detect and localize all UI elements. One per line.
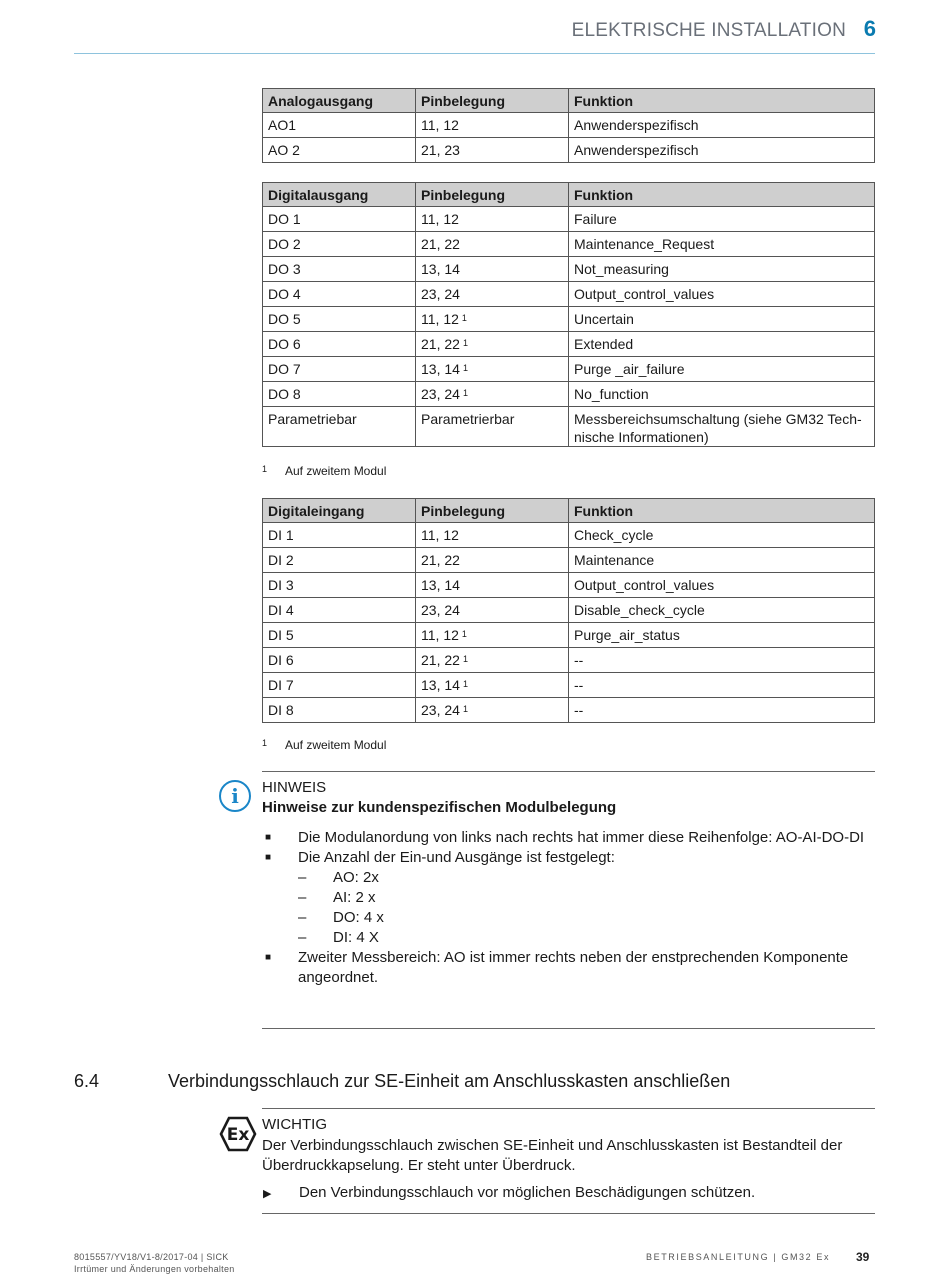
footnote-marker: 1 bbox=[462, 654, 468, 664]
table-row bbox=[263, 257, 875, 282]
document-id: 8015557/YV18/V1-8/2017-04 | SICK bbox=[74, 1252, 229, 1262]
table-cell: 23, 24 bbox=[416, 282, 569, 307]
table-cell: Disable_check_cycle bbox=[569, 598, 875, 623]
footnote-marker: 1 bbox=[462, 338, 468, 348]
table-cell: DO 5 bbox=[263, 307, 416, 332]
footnote-marker: 1 bbox=[461, 313, 467, 323]
table-row bbox=[263, 673, 875, 698]
table-cell: 21, 23 bbox=[416, 138, 569, 163]
table-cell: Anwenderspezifisch bbox=[569, 113, 875, 138]
dash-icon: – bbox=[298, 909, 307, 926]
table-cell: 11, 12 bbox=[416, 207, 569, 232]
table-cell: 11, 12 $^1$ bbox=[416, 307, 569, 332]
table-cell: Output_control_values bbox=[569, 573, 875, 598]
table-cell: Uncertain bbox=[569, 307, 875, 332]
table-cell: Anwenderspezifisch bbox=[569, 138, 875, 163]
digital-input-table bbox=[262, 498, 875, 723]
footnote-marker: 1 bbox=[462, 679, 468, 689]
table-row bbox=[263, 232, 875, 257]
table-header-row bbox=[263, 89, 875, 113]
bullet-square-icon: ■ bbox=[265, 952, 272, 963]
table-row bbox=[263, 548, 875, 573]
dash-item: – DO: 4 x bbox=[298, 909, 384, 926]
warning-text: Der Verbindungsschlauch zwischen SE-Einheit und Anschlusskasten ist Bestandteil der Überdruckkapselung. Er steht unter Überdruck. bbox=[262, 1137, 843, 1174]
table-row bbox=[263, 138, 875, 163]
table-cell: DI 3 bbox=[263, 573, 416, 598]
column-header: Funktion bbox=[569, 89, 875, 113]
warning-top-rule bbox=[262, 1108, 875, 1109]
dash-item: – AO: 2x bbox=[298, 869, 379, 886]
section-title: Verbindungsschlauch zur SE-Einheit am Anschlusskasten anschließen bbox=[168, 1071, 731, 1091]
column-header: Pinbelegung bbox=[416, 183, 569, 207]
dash-icon: – bbox=[298, 929, 307, 946]
footnote-marker: 1 bbox=[462, 704, 468, 714]
table-cell: Maintenance_Request bbox=[569, 232, 875, 257]
dash-icon: – bbox=[298, 889, 307, 906]
list-item: ■ Zweiter Messbereich: AO ist immer rechts neben der enstprechenden Komponente angeordnet. bbox=[265, 949, 849, 986]
footnote-number: 1 bbox=[262, 738, 268, 748]
manual-name: BETRIEBSANLEITUNG | GM32 Ex bbox=[646, 1252, 831, 1262]
table-cell: DI 2 bbox=[263, 548, 416, 573]
table-row bbox=[263, 307, 875, 332]
footnote-digital-input bbox=[262, 738, 386, 752]
table-cell: -- bbox=[569, 648, 875, 673]
column-header: Pinbelegung bbox=[416, 499, 569, 523]
dash-item: – AI: 2 x bbox=[298, 889, 376, 906]
table-cell: 21, 22 $^1$ bbox=[416, 648, 569, 673]
notice-list bbox=[262, 828, 875, 988]
header-divider bbox=[74, 53, 875, 54]
table-row bbox=[263, 623, 875, 648]
table-cell: DO 2 bbox=[263, 232, 416, 257]
table-cell: DI 7 bbox=[263, 673, 416, 698]
table-row bbox=[263, 407, 875, 447]
footer-left bbox=[74, 1251, 235, 1275]
analog-output-table bbox=[262, 88, 875, 163]
footnote-text: Auf zweitem Modul bbox=[285, 464, 387, 478]
page-number: 39 bbox=[856, 1250, 870, 1264]
table-cell: DO 3 bbox=[263, 257, 416, 282]
section-number: 6.4 bbox=[74, 1071, 100, 1091]
info-icon: i bbox=[219, 780, 251, 812]
footnote-marker: 1 bbox=[462, 388, 468, 398]
table-cell: DO 8 bbox=[263, 382, 416, 407]
dash-icon: – bbox=[298, 869, 307, 886]
table-cell: 13, 14 $^1$ bbox=[416, 673, 569, 698]
table-row bbox=[263, 357, 875, 382]
table-cell: AO 2 bbox=[263, 138, 416, 163]
explosion-protection-icon bbox=[219, 1115, 257, 1153]
chapter-title: ELEKTRISCHE INSTALLATION bbox=[571, 20, 846, 41]
footnote-text: Auf zweitem Modul bbox=[285, 738, 387, 752]
table-cell: DI 4 bbox=[263, 598, 416, 623]
table-cell: Purge_air_status bbox=[569, 623, 875, 648]
table-cell: 11, 12 $^1$ bbox=[416, 623, 569, 648]
table-cell: No_function bbox=[569, 382, 875, 407]
table-cell: -- bbox=[569, 673, 875, 698]
instruction-step: ▶ Den Verbindungsschlauch vor möglichen Beschädigungen schützen. bbox=[263, 1184, 756, 1201]
notice-label: HINWEIS bbox=[262, 779, 327, 796]
table-cell: AO1 bbox=[263, 113, 416, 138]
column-header: Analogausgang bbox=[263, 89, 416, 113]
notice-subtitle: Hinweise zur kundenspezifischen Modulbelegung bbox=[262, 799, 617, 816]
table-row bbox=[263, 698, 875, 723]
table-row bbox=[263, 113, 875, 138]
table-cell: 21, 22 $^1$ bbox=[416, 332, 569, 357]
table-cell: DI 8 bbox=[263, 698, 416, 723]
table-cell: Output_control_values bbox=[569, 282, 875, 307]
table-cell: DI 5 bbox=[263, 623, 416, 648]
table-cell: DO 7 bbox=[263, 357, 416, 382]
digital-output-table bbox=[262, 182, 875, 447]
bullet-square-icon: ■ bbox=[265, 832, 272, 843]
table-cell: 21, 22 bbox=[416, 232, 569, 257]
table-cell: DI 1 bbox=[263, 523, 416, 548]
table-row bbox=[263, 598, 875, 623]
table-row bbox=[263, 648, 875, 673]
table-cell: 11, 12 bbox=[416, 113, 569, 138]
footnote-marker: 1 bbox=[461, 629, 467, 639]
footnote-marker: 1 bbox=[462, 363, 468, 373]
table-cell: Purge _air_failure bbox=[569, 357, 875, 382]
table-cell: Extended bbox=[569, 332, 875, 357]
table-cell: -- bbox=[569, 698, 875, 723]
column-header: Funktion bbox=[569, 183, 875, 207]
table-cell: Parametrierbar bbox=[416, 407, 569, 447]
table-cell: 23, 24 $^1$ bbox=[416, 698, 569, 723]
table-row bbox=[263, 282, 875, 307]
table-cell: DO 6 bbox=[263, 332, 416, 357]
dash-item: – DI: 4 X bbox=[298, 929, 379, 946]
table-cell: Check_cycle bbox=[569, 523, 875, 548]
table-cell: 21, 22 bbox=[416, 548, 569, 573]
warning-label: WICHTIG bbox=[262, 1116, 327, 1133]
table-cell: Parametriebar bbox=[263, 407, 416, 447]
table-cell: Maintenance bbox=[569, 548, 875, 573]
disclaimer: Irrtümer und Änderungen vorbehalten bbox=[74, 1264, 235, 1274]
table-row bbox=[263, 332, 875, 357]
table-cell: 13, 14 bbox=[416, 257, 569, 282]
svg-text:Ex: Ex bbox=[226, 1125, 250, 1145]
table-header-row bbox=[263, 183, 875, 207]
column-header: Funktion bbox=[569, 499, 875, 523]
table-cell: 23, 24 $^1$ bbox=[416, 382, 569, 407]
chapter-number: 6 bbox=[863, 16, 876, 41]
table-cell: Failure bbox=[569, 207, 875, 232]
notice-top-rule bbox=[262, 771, 875, 772]
table-cell: 13, 14 $^1$ bbox=[416, 357, 569, 382]
footnote-number: 1 bbox=[262, 464, 268, 474]
table-row bbox=[263, 523, 875, 548]
table-cell: Messbereichsumschaltung (siehe GM32 Tech-nische Informationen) bbox=[569, 407, 875, 447]
table-cell: 13, 14 bbox=[416, 573, 569, 598]
table-cell: DI 6 bbox=[263, 648, 416, 673]
notice-bottom-rule bbox=[262, 1028, 875, 1029]
table-cell: DO 1 bbox=[263, 207, 416, 232]
table-cell: Not_measuring bbox=[569, 257, 875, 282]
table-row bbox=[263, 573, 875, 598]
table-cell: DO 4 bbox=[263, 282, 416, 307]
table-cell: 11, 12 bbox=[416, 523, 569, 548]
arrow-right-icon: ▶ bbox=[263, 1188, 272, 1200]
column-header: Pinbelegung bbox=[416, 89, 569, 113]
footnote-digital-output bbox=[262, 464, 386, 478]
list-item: ■ Die Modulanordung von links nach rechts hat immer diese Reihenfolge: AO-AI-DO-DI bbox=[265, 829, 865, 846]
column-header: Digitaleingang bbox=[263, 499, 416, 523]
column-header: Digitalausgang bbox=[263, 183, 416, 207]
table-cell: 23, 24 bbox=[416, 598, 569, 623]
warning-bottom-rule bbox=[262, 1213, 875, 1214]
table-row bbox=[263, 207, 875, 232]
bullet-square-icon: ■ bbox=[265, 852, 272, 863]
table-row bbox=[263, 382, 875, 407]
table-header-row bbox=[263, 499, 875, 523]
list-item: ■ Die Anzahl der Ein-und Ausgänge ist festgelegt: bbox=[265, 849, 615, 866]
